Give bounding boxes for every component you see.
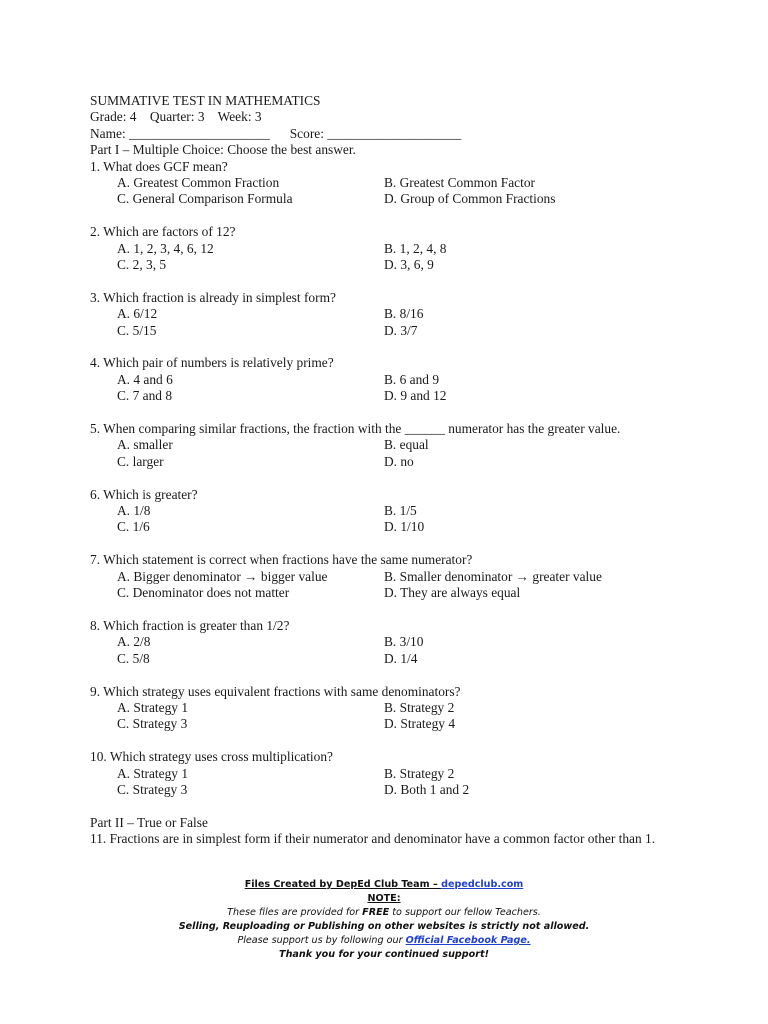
answer-option: C. larger xyxy=(117,453,164,469)
grade-quarter-week: Grade: 4 Quarter: 3 Week: 3 xyxy=(90,109,262,125)
option-row xyxy=(90,716,750,732)
answer-option: A. 4 and 6 xyxy=(117,371,173,387)
option-row xyxy=(90,241,750,257)
answer-option: C. 2, 3, 5 xyxy=(117,257,167,273)
option-row xyxy=(90,503,750,519)
part2-title: Part II – True or False xyxy=(90,814,208,830)
answer-option: B. 1, 2, 4, 8 xyxy=(384,240,447,256)
question-list xyxy=(90,159,750,815)
option-row xyxy=(90,306,750,322)
answer-option: B. equal xyxy=(384,437,429,453)
test-document xyxy=(90,93,750,848)
option-row xyxy=(90,766,750,782)
option-row xyxy=(90,257,750,273)
answer-option: D. Strategy 4 xyxy=(384,716,456,732)
answer-option: D. 3, 6, 9 xyxy=(384,257,434,273)
question-block xyxy=(90,159,750,225)
answer-option: D. Group of Common Fractions xyxy=(384,191,556,207)
question-spacer xyxy=(90,405,750,421)
footer-follow-pre: Please support us by following our xyxy=(237,935,406,946)
option-row xyxy=(90,191,750,207)
question-block xyxy=(90,684,750,750)
footer-credit xyxy=(0,878,768,892)
answer-option: B. Smaller denominator → greater value xyxy=(384,568,602,584)
document-title: SUMMATIVE TEST IN MATHEMATICS xyxy=(90,93,321,108)
answer-option: D. 1/4 xyxy=(384,650,418,666)
question-block xyxy=(90,749,750,815)
question-text: 4. Which pair of numbers is relatively prime? xyxy=(90,355,334,371)
footer-follow-line xyxy=(0,934,768,948)
question-spacer xyxy=(90,798,750,814)
question-block xyxy=(90,224,750,290)
answer-option: B. 8/16 xyxy=(384,306,424,322)
question-spacer xyxy=(90,536,750,552)
option-row xyxy=(90,323,750,339)
option-row xyxy=(90,782,750,798)
question-block xyxy=(90,487,750,553)
answer-option: D. 1/10 xyxy=(384,519,425,535)
question-spacer xyxy=(90,733,750,749)
question-text: 10. Which strategy uses cross multiplication? xyxy=(90,749,333,765)
question-text: 3. Which fraction is already in simplest form? xyxy=(90,289,336,305)
footer-free-line xyxy=(0,906,768,920)
question-11: 11. Fractions are in simplest form if their numerator and denominator have a common factor other than 1. xyxy=(90,831,656,847)
answer-option: B. 6 and 9 xyxy=(384,371,440,387)
question-spacer xyxy=(90,470,750,486)
answer-option: A. 2/8 xyxy=(117,634,151,650)
question-block xyxy=(90,552,750,618)
option-row xyxy=(90,585,750,601)
depedclub-link[interactable]: depedclub.com xyxy=(441,879,524,890)
answer-option: D. They are always equal xyxy=(384,585,521,601)
question-spacer xyxy=(90,667,750,683)
footer-credit-text: Files Created by DepEd Club Team – xyxy=(244,879,442,890)
question-spacer xyxy=(90,208,750,224)
question-text: 8. Which fraction is greater than 1/2? xyxy=(90,617,290,633)
answer-option: C. 1/6 xyxy=(117,519,150,535)
name-score-line: Name: _____________________ Score: ____________________ xyxy=(90,125,462,141)
answer-option: A. Greatest Common Fraction xyxy=(117,175,280,191)
answer-option: D. 9 and 12 xyxy=(384,388,447,404)
answer-option: B. 3/10 xyxy=(384,634,424,650)
question-text: 9. Which strategy uses equivalent fractions with same denominators? xyxy=(90,683,461,699)
part1-instructions: Part I – Multiple Choice: Choose the best answer. xyxy=(90,142,356,158)
answer-option: A. Strategy 1 xyxy=(117,699,189,715)
answer-option: D. Both 1 and 2 xyxy=(384,781,470,797)
answer-option: A. smaller xyxy=(117,437,173,453)
question-spacer xyxy=(90,602,750,618)
option-row xyxy=(90,569,750,585)
answer-option: C. Strategy 3 xyxy=(117,781,188,797)
answer-option: B. Strategy 2 xyxy=(384,699,455,715)
option-row xyxy=(90,634,750,650)
option-row xyxy=(90,651,750,667)
option-row xyxy=(90,388,750,404)
option-row xyxy=(90,454,750,470)
facebook-page-link[interactable]: Official Facebook Page. xyxy=(405,935,531,946)
answer-option: C. 5/15 xyxy=(117,322,157,338)
answer-option: B. Greatest Common Factor xyxy=(384,175,535,191)
answer-option: B. 1/5 xyxy=(384,503,417,519)
question-text: 5. When comparing similar fractions, the fraction with the ______ numerator has the greater value. xyxy=(90,421,621,437)
question-text: 1. What does GCF mean? xyxy=(90,158,228,174)
question-block xyxy=(90,421,750,487)
question-block xyxy=(90,355,750,421)
answer-option: C. 5/8 xyxy=(117,650,150,666)
question-text: 7. Which statement is correct when fractions have the same numerator? xyxy=(90,552,473,568)
answer-option: A. 1, 2, 3, 4, 6, 12 xyxy=(117,240,214,256)
question-text: 2. Which are factors of 12? xyxy=(90,224,236,240)
option-row xyxy=(90,372,750,388)
footer-notice xyxy=(0,878,768,962)
answer-option: B. Strategy 2 xyxy=(384,765,455,781)
footer-free-post: to support our fellow Teachers. xyxy=(389,907,541,918)
question-block xyxy=(90,290,750,356)
answer-option: A. 6/12 xyxy=(117,306,158,322)
footer-thanks: Thank you for your continued support! xyxy=(279,949,489,960)
question-spacer xyxy=(90,273,750,289)
question-spacer xyxy=(90,339,750,355)
answer-option: C. General Comparison Formula xyxy=(117,191,293,207)
answer-option: C. Strategy 3 xyxy=(117,716,188,732)
answer-option: C. 7 and 8 xyxy=(117,388,173,404)
answer-option: A. 1/8 xyxy=(117,503,151,519)
answer-option: C. Denominator does not matter xyxy=(117,585,290,601)
answer-option: D. 3/7 xyxy=(384,322,418,338)
footer-free-pre: These files are provided for xyxy=(227,907,363,918)
option-row xyxy=(90,700,750,716)
answer-option: D. no xyxy=(384,453,414,469)
option-row xyxy=(90,437,750,453)
footer-free-bold: FREE xyxy=(362,907,390,918)
option-row xyxy=(90,519,750,535)
option-row xyxy=(90,175,750,191)
answer-option: A. Bigger denominator → bigger value xyxy=(117,568,328,584)
question-block xyxy=(90,618,750,684)
question-text: 6. Which is greater? xyxy=(90,486,198,502)
footer-warning: Selling, Reuploading or Publishing on other websites is strictly not allowed. xyxy=(178,921,590,932)
answer-option: A. Strategy 1 xyxy=(117,765,189,781)
footer-note-label: NOTE: xyxy=(367,893,401,904)
